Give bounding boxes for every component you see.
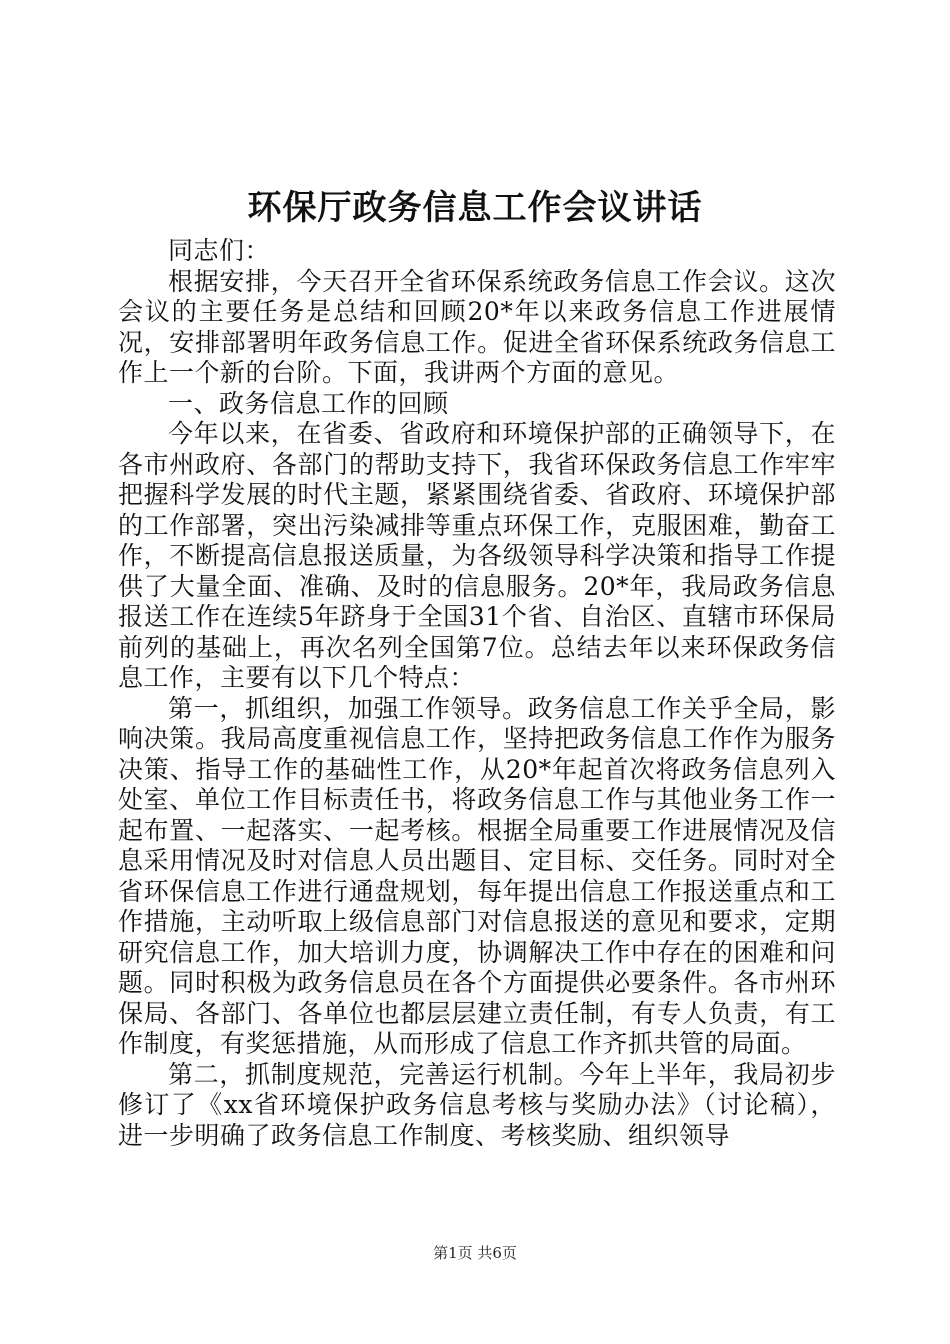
document-body [118, 236, 836, 1151]
paragraph-first-point: 第一，抓组织，加强工作领导。政务信息工作关乎全局，影响决策。我局高度重视信息工作，坚持把政务信息工作作为服务决策、指导工作的基础性工作，从20*年起首次将政务信息列入处室、单位工作目标责任书，将政务信息工作与其他业务工作一起布置、一起落实、一起考核。根据全局重要工作进展情况及信息采用情况及时对信息人员出题目、定目标、交任务。同时对全省环保信息工作进行通盘规划，每年提出信息工作报送重点和工作措施，主动听取上级信息部门对信息报送的意见和要求，定期研究信息工作，加大培训力度，协调解决工作中存在的困难和问题。同时积极为政务信息员在各个方面提供必要条件。各市州环保局、各部门、各单位也都层层建立责任制，有专人负责，有工作制度，有奖惩措施，从而形成了信息工作齐抓共管的局面。 [118, 693, 836, 1058]
paragraph-intro: 根据安排，今天召开全省环保系统政务信息工作会议。这次会议的主要任务是总结和回顾20*年以来政务信息工作进展情况，安排部署明年政务信息工作。促进全省环保系统政务信息工作上一个新的台阶。下面，我讲两个方面的意见。 [118, 266, 836, 387]
page-footer: 第1页 共6页 [433, 1244, 517, 1262]
paragraph-second-point: 第二，抓制度规范，完善运行机制。今年上半年，我局初步修订了《xx省环境保护政务信息考核与奖励办法》（讨论稿），进一步明确了政务信息工作制度、考核奖励、组织领导 [118, 1059, 836, 1150]
paragraph-overview: 今年以来，在省委、省政府和环境保护部的正确领导下，在各市州政府、各部门的帮助支持下，我省环保政务信息工作牢牢把握科学发展的时代主题，紧紧围绕省委、省政府、环境保护部的工作部署，突出污染减排等重点环保工作，克服困难，勤奋工作，不断提高信息报送质量，为各级领导科学决策和指导工作提供了大量全面、准确、及时的信息服务。20*年，我局政务信息报送工作在连续5年跻身于全国31个省、自治区、直辖市环保局前列的基础上，再次名列全国第7位。总结去年以来环保政务信息工作，主要有以下几个特点： [118, 419, 836, 692]
section-heading-review: 一、政务信息工作的回顾 [168, 388, 449, 418]
document-title: 环保厅政务信息工作会议讲话 [247, 188, 703, 228]
paragraph-salutation: 同志们： [168, 236, 271, 265]
